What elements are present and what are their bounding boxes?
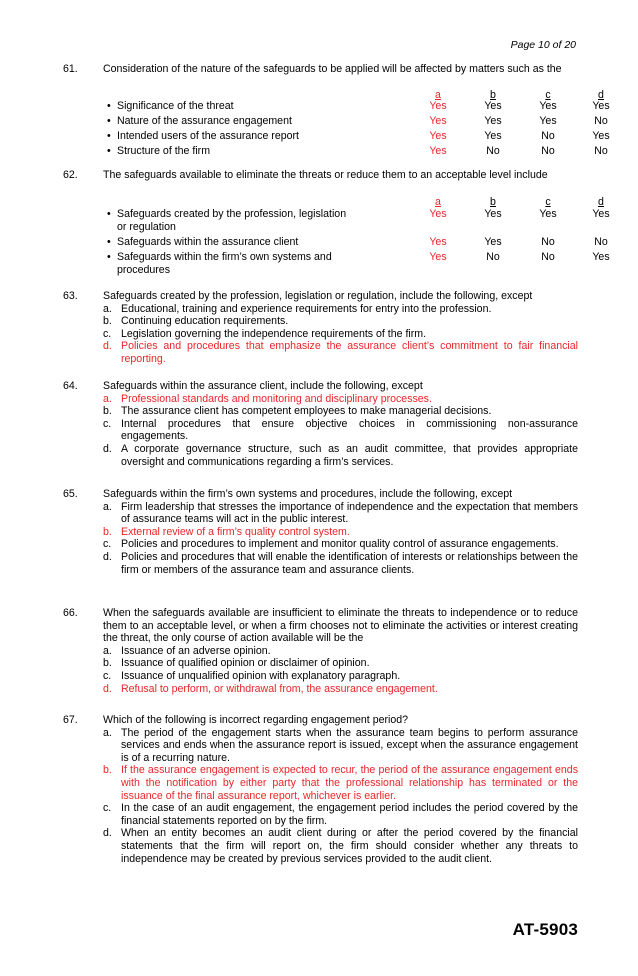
option-text: Policies and procedures to implement and monitor quality control of assurance engagements.: [121, 538, 559, 551]
option-text: Issuance of qualified opinion or disclaimer of opinion.: [121, 657, 370, 670]
option-a-answer: [103, 393, 578, 406]
cell-a: Yes: [429, 208, 447, 220]
question-65: [63, 488, 578, 576]
option-d: [103, 827, 578, 865]
page-number: Page 10 of 20: [510, 39, 576, 51]
question-66: [63, 607, 578, 695]
option-text: External review of a firm’s quality control system.: [121, 525, 350, 538]
cell-c: No: [541, 251, 555, 263]
option-letter: b.: [103, 764, 112, 777]
bullet-icon: •: [107, 251, 111, 263]
option-text: Legislation governing the independence requirements of the firm.: [121, 327, 427, 340]
option-d-answer: [103, 340, 578, 365]
column-header-b: b: [490, 196, 496, 208]
column-header-a: a: [435, 89, 441, 101]
cell-d: No: [594, 115, 608, 127]
option-text: The period of the engagement starts when the assurance team begins to perform assurance services and ends when the assurance report is issued, except when the assurance engagement is of a recurring nature.: [121, 726, 578, 764]
option-text: Continuing education requirements.: [121, 315, 289, 328]
option-a: [103, 501, 578, 526]
option-letter: c.: [103, 417, 112, 430]
column-header-c: c: [545, 89, 551, 101]
question-stem: Safeguards within the firm’s own systems and procedures, include the following, except: [103, 488, 513, 500]
option-text: Issuance of unqualified opinion with explanatory paragraph.: [121, 669, 401, 682]
column-header-d: d: [598, 89, 604, 101]
bullet-icon: •: [107, 145, 111, 157]
question-stem: The safeguards available to eliminate the threats or reduce them to an acceptable level include: [103, 169, 548, 181]
option-b: [103, 405, 578, 418]
cell-c: Yes: [539, 208, 557, 220]
cell-d: Yes: [592, 100, 610, 112]
option-letter: d.: [103, 682, 112, 695]
option-letter: d.: [103, 442, 112, 455]
option-text: Policies and procedures that emphasize the assurance client’s commitment to fair financial reporting.: [121, 340, 578, 365]
cell-d: No: [594, 236, 608, 248]
bullet-icon: •: [107, 100, 111, 112]
option-text: Professional standards and monitoring and disciplinary processes.: [121, 392, 432, 405]
option-text: Policies and procedures that will enable the identification of interests or relationships between the firm or members of the assurance team and assurance clients.: [121, 550, 578, 576]
option-letter: a.: [103, 644, 112, 657]
option-c: [103, 670, 578, 683]
cell-b: Yes: [484, 115, 502, 127]
cell-b: No: [486, 251, 500, 263]
cell-a: Yes: [429, 100, 447, 112]
matrix-row-label: Safeguards within the assurance client: [117, 236, 299, 248]
cell-a: Yes: [429, 145, 447, 157]
question-number: 62.: [63, 169, 78, 181]
option-text: Refusal to perform, or withdrawal from, the assurance engagement.: [121, 682, 438, 695]
option-text: Issuance of an adverse opinion.: [121, 644, 271, 657]
column-header-d: d: [598, 196, 604, 208]
cell-b: Yes: [484, 236, 502, 248]
cell-b: No: [486, 145, 500, 157]
question-64: [63, 380, 578, 468]
option-d: [103, 551, 578, 576]
option-letter: a.: [103, 392, 112, 405]
question-62: [63, 169, 610, 279]
cell-d: Yes: [592, 208, 610, 220]
column-header-c: c: [545, 196, 551, 208]
question-67: [63, 714, 578, 865]
cell-d: Yes: [592, 251, 610, 263]
cell-c: Yes: [539, 115, 557, 127]
column-header-b: b: [490, 89, 496, 101]
option-c: [103, 538, 578, 551]
option-letter: a.: [103, 302, 112, 315]
cell-b: Yes: [484, 100, 502, 112]
option-text: Firm leadership that stresses the importance of independence and the expectation that members of assurance teams will act in the public interest.: [121, 500, 578, 526]
option-letter: b.: [103, 657, 112, 670]
question-61: [63, 63, 610, 158]
question-stem: Consideration of the nature of the safeguards to be applied will be affected by matters such as the: [103, 63, 562, 75]
option-letter: b.: [103, 525, 112, 538]
option-letter: d.: [103, 340, 112, 353]
bullet-icon: •: [107, 208, 111, 220]
matrix-row-label: Safeguards within the firm’s own systems and procedures: [117, 251, 332, 276]
cell-a: Yes: [429, 115, 447, 127]
option-text: A corporate governance structure, such as an audit committee, that provides appropriate oversight and communications regarding a firm’s services.: [121, 442, 578, 468]
option-a: [103, 727, 578, 765]
option-letter: c.: [103, 669, 112, 682]
matrix-row-label: Significance of the threat: [117, 100, 234, 112]
question-number: 65.: [63, 488, 78, 500]
column-header-a: a: [435, 196, 441, 208]
cell-d: Yes: [592, 130, 610, 142]
matrix-row-label: Structure of the firm: [117, 145, 211, 157]
option-text: Internal procedures that ensure objective choices in commissioning non-assurance engagements.: [121, 417, 578, 443]
question-stem: Safeguards within the assurance client, include the following, except: [103, 380, 423, 392]
option-letter: a.: [103, 726, 112, 739]
bullet-icon: •: [107, 130, 111, 142]
option-text: When an entity becomes an audit client during or after the period covered by the financial statements that the firm will report on, the firm should consider whether any threats to independence may be created by previous services provided to the audit client.: [121, 827, 578, 865]
question-63: [63, 290, 578, 366]
option-letter: b.: [103, 315, 112, 328]
question-number: 64.: [63, 380, 78, 392]
option-c: [103, 418, 578, 443]
cell-a: Yes: [429, 236, 447, 248]
question-number: 67.: [63, 714, 78, 726]
option-d-answer: [103, 683, 578, 696]
bullet-icon: •: [107, 115, 111, 127]
option-text: Educational, training and experience requirements for entry into the profession.: [121, 302, 492, 315]
question-stem: Safeguards created by the profession, legislation or regulation, include the following, except: [103, 290, 533, 302]
question-number: 61.: [63, 63, 78, 75]
matrix-row-label: Safeguards created by the profession, legislation or regulation: [117, 208, 347, 233]
option-b-answer: [103, 526, 578, 539]
document-code: AT-5903: [512, 920, 578, 939]
cell-c: No: [541, 145, 555, 157]
option-b: [103, 315, 578, 328]
question-number: 66.: [63, 607, 78, 619]
option-letter: c.: [103, 538, 112, 551]
option-letter: d.: [103, 827, 112, 840]
question-stem: Which of the following is incorrect regarding engagement period?: [103, 714, 409, 726]
bullet-icon: •: [107, 236, 111, 248]
cell-b: Yes: [484, 130, 502, 142]
option-letter: c.: [103, 327, 112, 340]
cell-d: No: [594, 145, 608, 157]
question-number: 63.: [63, 290, 78, 302]
option-letter: b.: [103, 405, 112, 418]
option-c: [103, 802, 578, 827]
option-d: [103, 443, 578, 468]
cell-c: Yes: [539, 100, 557, 112]
cell-a: Yes: [429, 130, 447, 142]
matrix-row-label: Nature of the assurance engagement: [117, 115, 292, 127]
cell-c: No: [541, 130, 555, 142]
option-letter: d.: [103, 550, 112, 563]
option-text: In the case of an audit engagement, the engagement period includes the period covered by the financial statements reported on by the firm.: [121, 802, 578, 827]
question-stem: When the safeguards available are insufficient to eliminate the threats to independence or to reduce them to an acceptable level, or when a firm chooses not to eliminate the activities or interest creating the threat, the only course of action available will be the: [103, 607, 578, 645]
option-text: The assurance client has competent employees to make managerial decisions.: [121, 405, 492, 418]
option-b-answer: [103, 764, 578, 802]
option-a: [103, 645, 578, 658]
cell-b: Yes: [484, 208, 502, 220]
option-letter: a.: [103, 500, 112, 513]
option-b: [103, 657, 578, 670]
matrix-row-label: Intended users of the assurance report: [117, 130, 299, 142]
option-letter: c.: [103, 802, 112, 815]
option-text: If the assurance engagement is expected to recur, the period of the assurance engagement ends with the notification by either party that the professional relationship has terminated or the issuance of the final assurance report, whichever is earlier.: [121, 764, 578, 802]
cell-c: No: [541, 236, 555, 248]
cell-a: Yes: [429, 251, 447, 263]
option-c: [103, 328, 578, 341]
option-a: [103, 303, 578, 316]
